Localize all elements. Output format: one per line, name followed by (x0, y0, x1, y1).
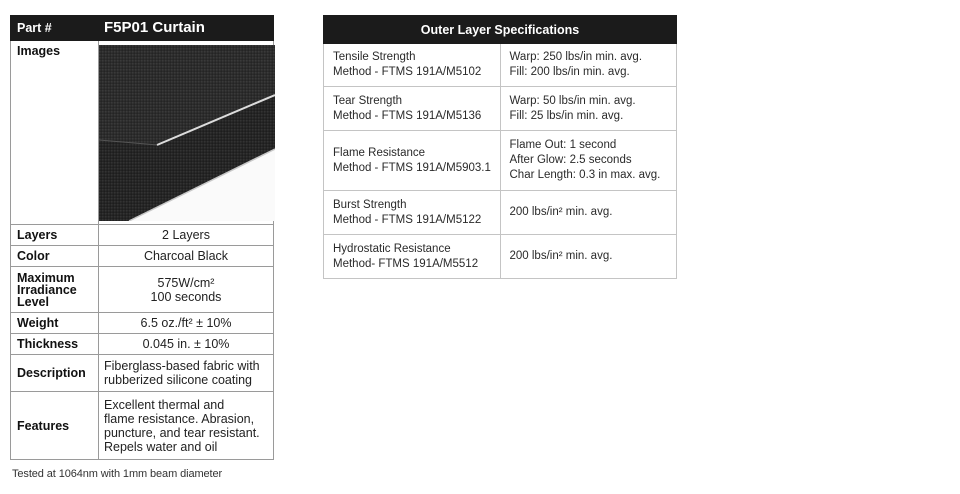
images-row (11, 41, 274, 225)
spec-value-line: After Glow: 2.5 seconds (509, 154, 632, 166)
features-line: Repels water and oil (104, 439, 218, 454)
features-row (11, 392, 274, 460)
images-label: Images (11, 41, 99, 225)
spec-value-line: Fill: 25 lbs/in min. avg. (509, 109, 624, 122)
irradiance-label-line: Level (17, 294, 49, 309)
part-number-value: F5P01 Curtain (99, 16, 274, 41)
thickness-value: 0.045 in. ± 10% (99, 334, 274, 355)
spec-value-line: 200 lbs/in² min. avg. (509, 206, 613, 218)
irradiance-row (11, 267, 274, 313)
description-line: Fiberglass-based fabric with (104, 359, 260, 373)
part-number-label: Part # (11, 16, 99, 41)
fabric-sample-image (99, 45, 275, 221)
thickness-label: Thickness (11, 334, 99, 355)
spec-row-tensile (324, 44, 677, 87)
spec-row-flame (324, 131, 677, 191)
spec-property-name: Burst Strength (333, 198, 407, 211)
spec-value-line: Warp: 250 lbs/in min. avg. (509, 51, 643, 63)
spec-property-method: Method - FTMS 191A/M5122 (333, 213, 482, 226)
irradiance-value (99, 267, 274, 313)
spec-property-method: Method - FTMS 191A/M5102 (333, 66, 482, 78)
description-row (11, 355, 274, 392)
irradiance-value-line: 100 seconds (150, 289, 222, 304)
spec-row-burst (324, 191, 677, 235)
spec-property-name: Flame Resistance (333, 146, 426, 159)
product-header-row (11, 16, 274, 41)
spec-property-method: Method - FTMS 191A/M5136 (333, 109, 482, 122)
irradiance-label (11, 267, 99, 313)
thickness-row (11, 334, 274, 355)
layers-label: Layers (11, 225, 99, 246)
spec-property-name: Tear Strength (333, 94, 403, 107)
color-row (11, 246, 274, 267)
spec-value-line: Warp: 50 lbs/in min. avg. (509, 94, 636, 107)
spec-value-line: 200 lbs/in² min. avg. (509, 250, 613, 262)
spec-property (324, 191, 501, 235)
outer-layer-specs-table (323, 15, 677, 279)
features-label: Features (11, 392, 99, 460)
color-label: Color (11, 246, 99, 267)
spec-property-method: Method - FTMS 191A/M5903.1 (333, 161, 491, 174)
images-cell (99, 41, 274, 225)
irradiance-label-line: Irradiance (17, 282, 77, 297)
spec-property (324, 44, 501, 87)
specs-header-row (324, 16, 677, 44)
spec-value-line: Flame Out: 1 second (509, 139, 617, 151)
weight-label: Weight (11, 313, 99, 334)
description-line: rubberized silicone coating (104, 373, 253, 387)
product-table (10, 15, 274, 460)
spec-property (324, 87, 501, 131)
spec-value-line: Char Length: 0.3 in max. avg. (509, 169, 661, 181)
spec-row-hydrostatic (324, 235, 677, 279)
spec-property-method: Method- FTMS 191A/M5512 (333, 257, 479, 270)
description-label: Description (11, 355, 99, 392)
color-value: Charcoal Black (99, 246, 274, 267)
weight-row (11, 313, 274, 334)
irradiance-label-line: Maximum (17, 270, 75, 285)
features-line: Excellent thermal and (104, 397, 225, 412)
description-value (99, 355, 274, 392)
spec-value (500, 87, 677, 131)
spec-property (324, 131, 501, 191)
specs-title: Outer Layer Specifications (324, 16, 677, 44)
weight-value: 6.5 oz./ft² ± 10% (99, 313, 274, 334)
irradiance-value-line: 575W/cm² (157, 275, 215, 290)
layers-row (11, 225, 274, 246)
spec-row-tear (324, 87, 677, 131)
spec-value (500, 235, 677, 279)
features-value (99, 392, 274, 460)
spec-property (324, 235, 501, 279)
features-line: flame resistance. Abrasion, (104, 411, 255, 426)
layers-value: 2 Layers (99, 225, 274, 246)
spec-property-name: Tensile Strength (333, 51, 416, 63)
spec-value-line: Fill: 200 lbs/in min. avg. (509, 66, 630, 78)
features-line: puncture, and tear resistant. (104, 425, 260, 440)
footnote: Tested at 1064nm with 1mm beam diameter (12, 468, 223, 480)
spec-value (500, 44, 677, 87)
spec-value (500, 131, 677, 191)
spec-property-name: Hydrostatic Resistance (333, 242, 451, 255)
spec-value (500, 191, 677, 235)
